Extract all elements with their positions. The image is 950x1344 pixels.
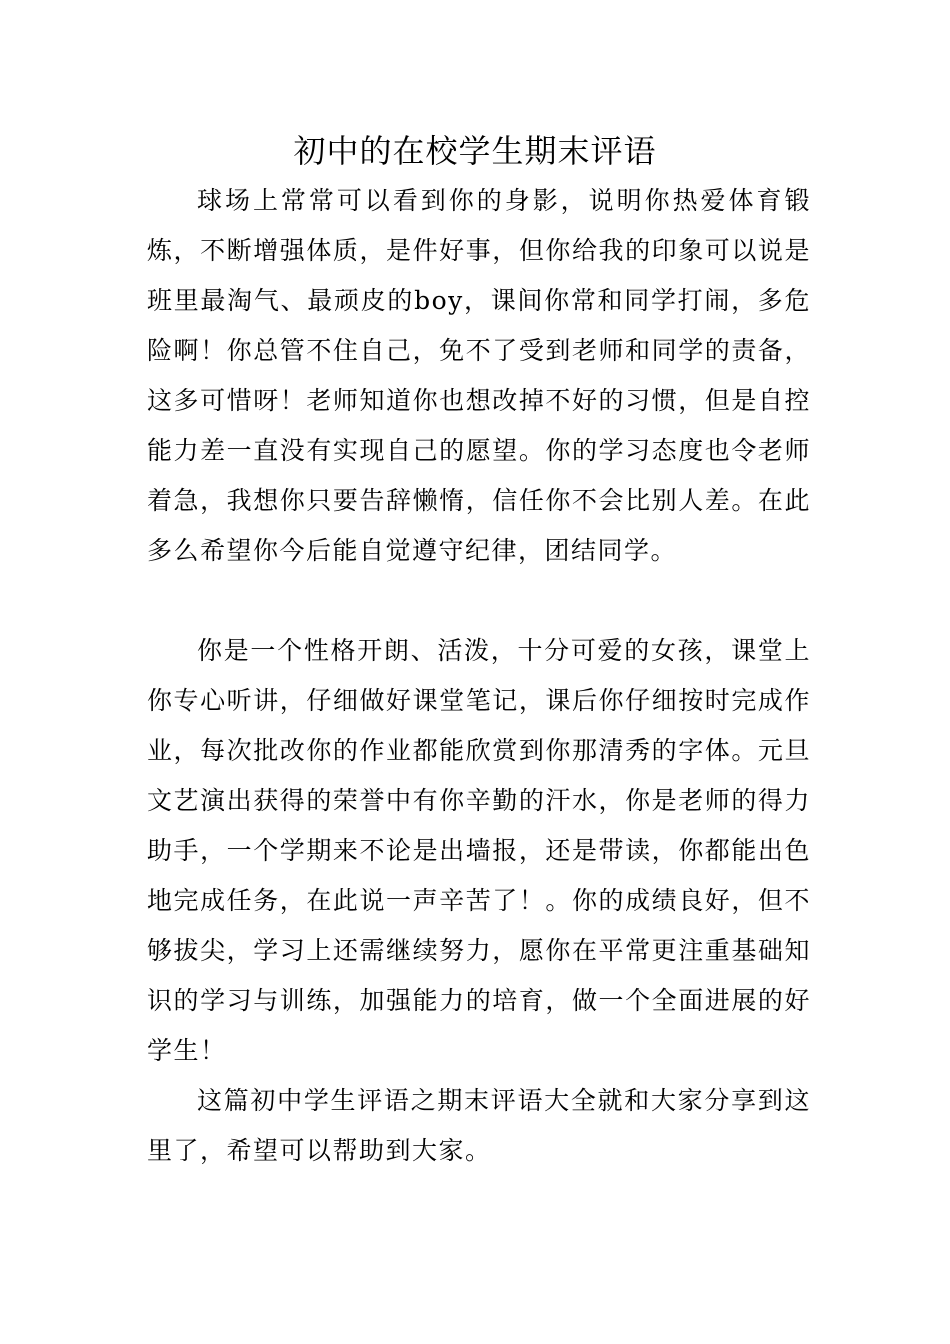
page-title: 初中的在校学生期末评语	[293, 132, 657, 170]
document-body	[147, 176, 811, 1176]
paragraph-3: 这篇初中学生评语之期末评语大全就和大家分享到这里了，希望可以帮助到大家。	[147, 1086, 811, 1165]
paragraph-spacer	[147, 576, 811, 626]
paragraph-2: 你是一个性格开朗、活泼，十分可爱的女孩，课堂上你专心听讲，仔细做好课堂笔记，课后你仔细按时完成作业，每次批改你的作业都能欣赏到你那清秀的字体。元旦文艺演出获得的荣誉中有你辛勤的汗水，你是老师的得力助手，一个学期来不论是出墙报，还是带读，你都能出色地完成任务，在此说一声辛苦了！。你的成绩良好，但不够拔尖，学习上还需继续努力，愿你在平常更注重基础知识的学习与训练，加强能力的培育，做一个全面进展的好学生！	[147, 636, 811, 1065]
paragraph-1: 球场上常常可以看到你的身影，说明你热爱体育锻炼，不断增强体质，是件好事，但你给我的印象可以说是班里最淘气、最顽皮的boy，课间你常和同学打闹，多危险啊！你总管不住自己，免不了受到老师和同学的责备，这多可惜呀！老师知道你也想改掉不好的习惯，但是自控能力差一直没有实现自己的愿望。你的学习态度也令老师着急，我想你只要告辞懒惰，信任你不会比别人差。在此多么希望你今后能自觉遵守纪律，团结同学。	[147, 186, 811, 565]
